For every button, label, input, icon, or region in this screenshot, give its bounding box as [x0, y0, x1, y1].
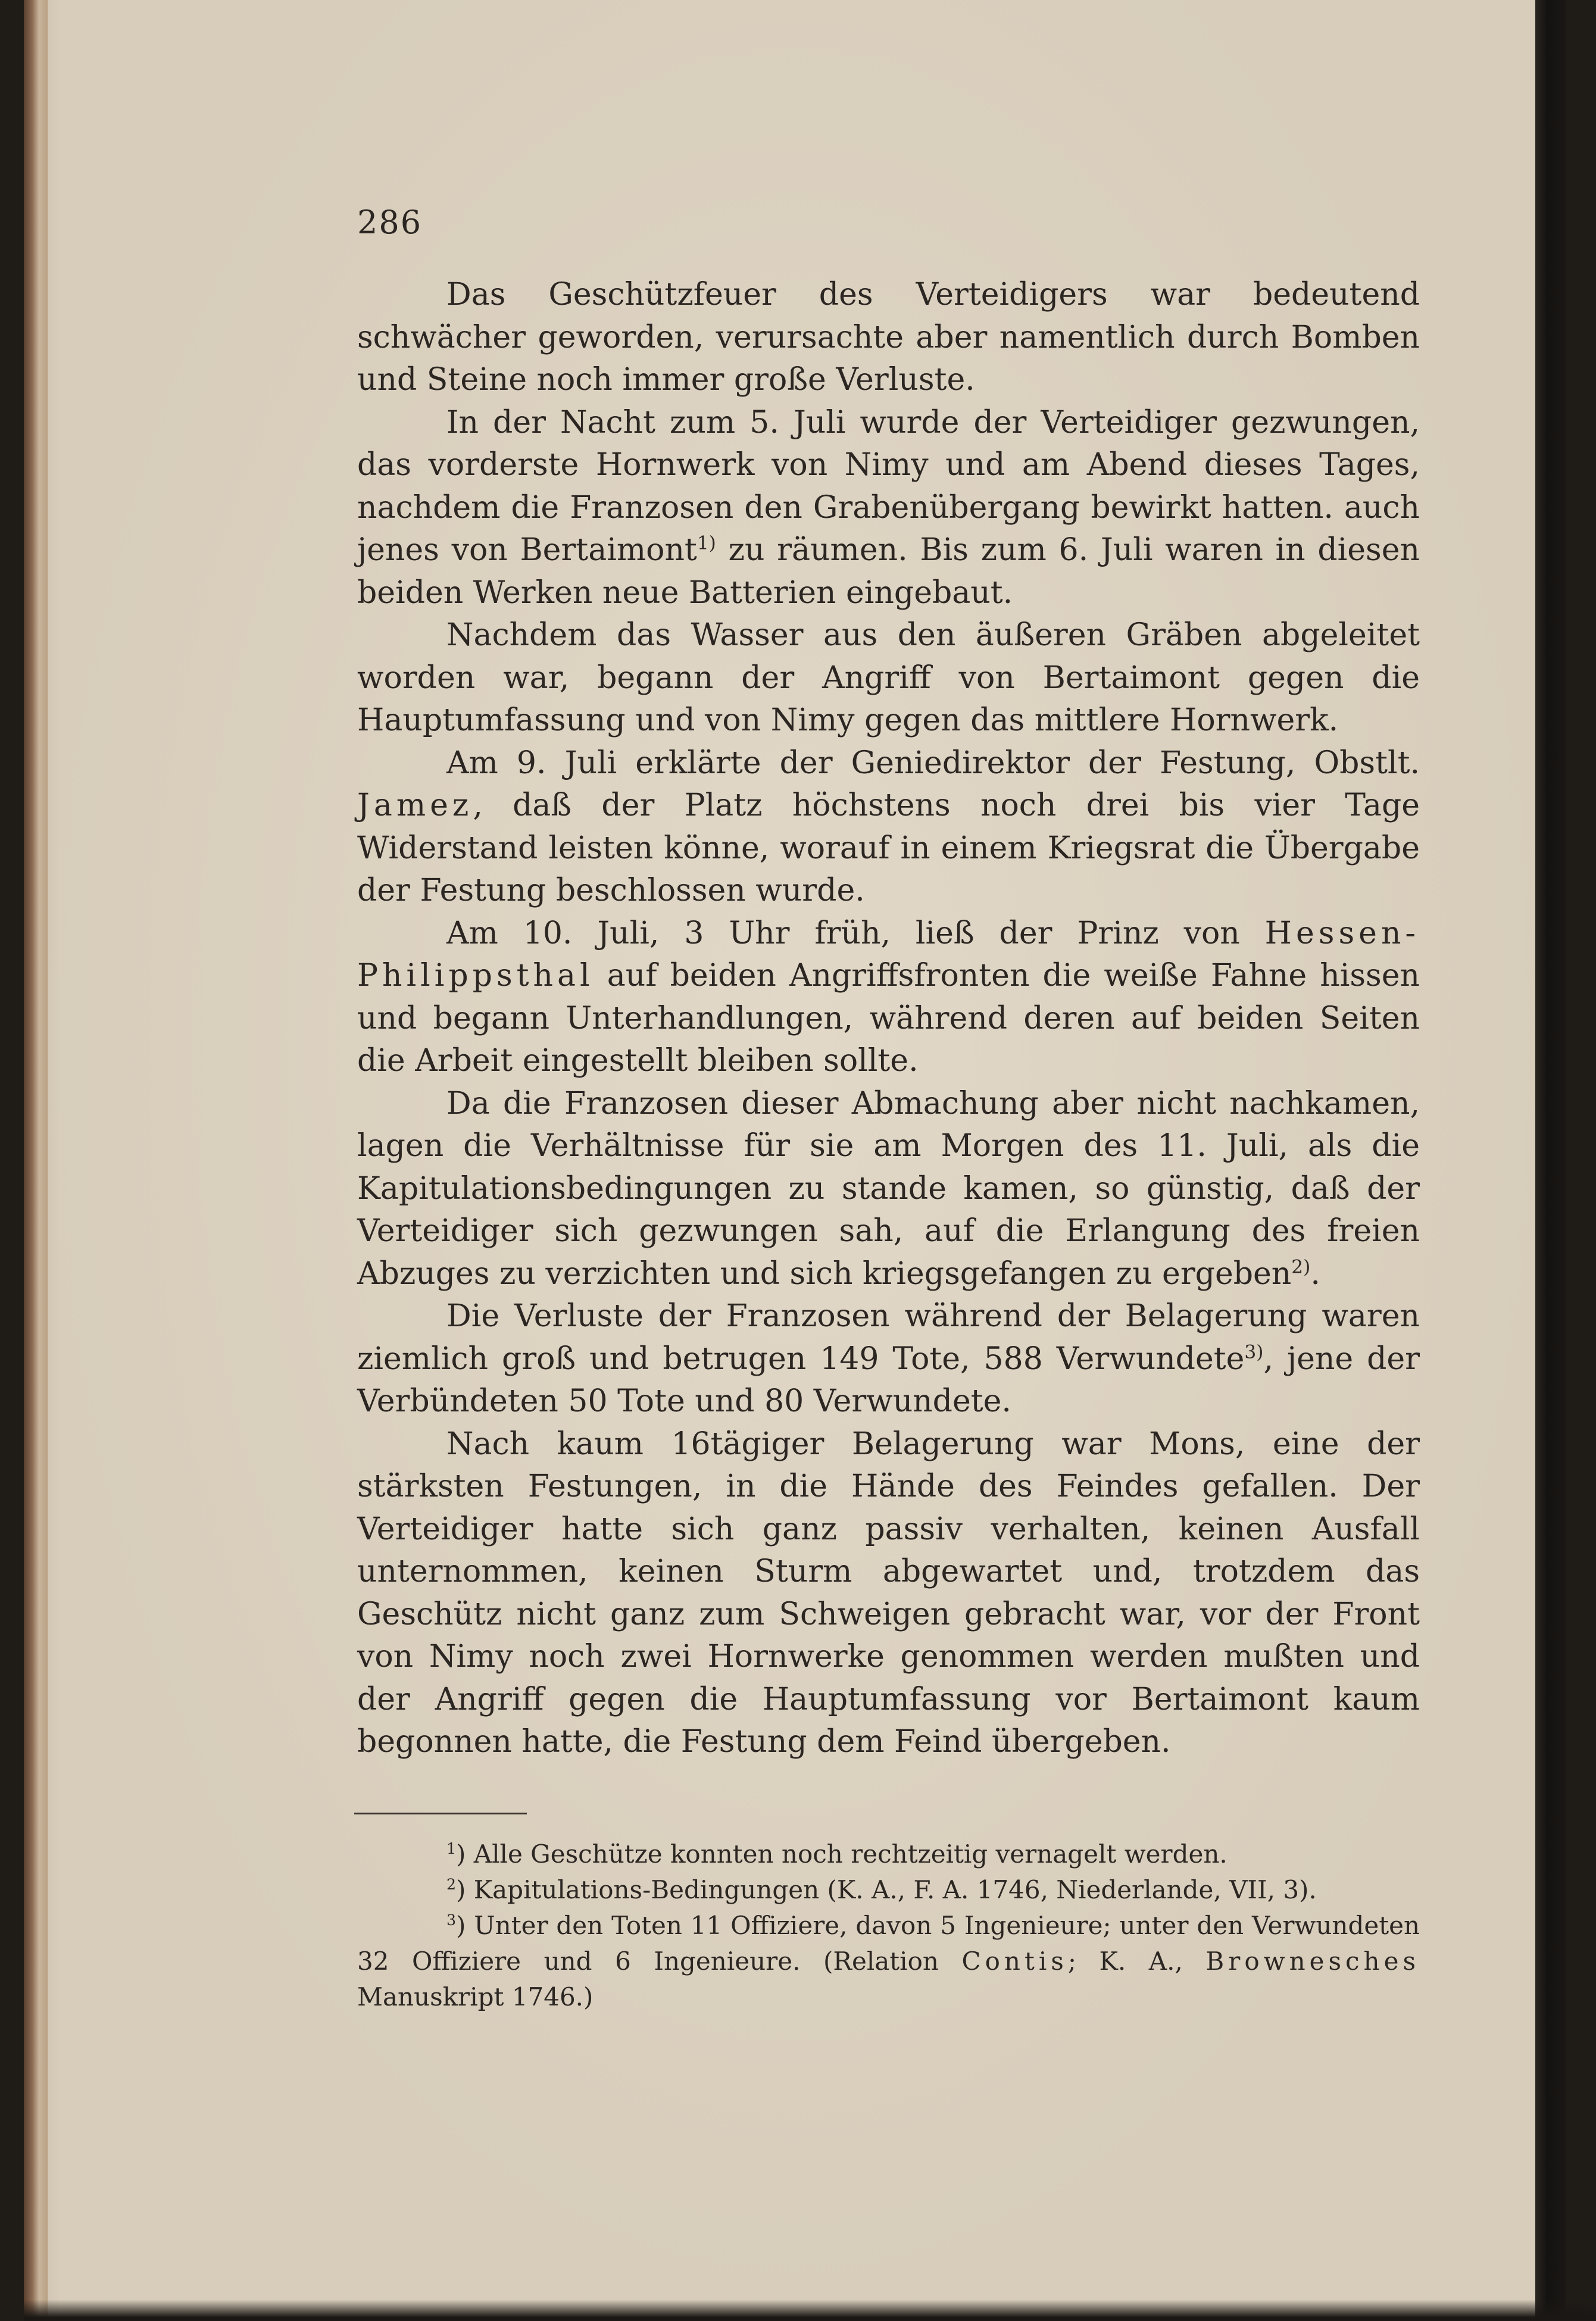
- source-name-brownesches: Brownesches: [1205, 1947, 1420, 1976]
- footnote-ref-2: 2): [1291, 1256, 1311, 1278]
- page-number: 286: [357, 204, 423, 241]
- footnote-mark-3: 3: [446, 1911, 457, 1929]
- footnote-2: [357, 1872, 1420, 1908]
- paragraph-2: [357, 402, 1420, 615]
- footnote-ref-3: 3): [1244, 1341, 1264, 1363]
- footnote-2-text: ) Kapitulations-Bedingungen (K. A., F. A. 1746, Niederlande, VII, 3).: [456, 1875, 1317, 1904]
- paragraph-5-text-cont: auf beiden Angriffsfronten die weiße Fahne hissen und begann Unterhandlungen, während deren auf beiden Seiten die Arbeit eingestellt bleiben sollte.: [357, 958, 1420, 1079]
- footnote-3-text-mid: ; K. A.,: [1067, 1947, 1206, 1976]
- paragraph-6: [357, 1083, 1420, 1296]
- footnote-mark-2: 2: [446, 1876, 457, 1893]
- footnote-1: [357, 1836, 1420, 1872]
- paragraph-2-text-cont: zu räumen. Bis zum 6. Juli waren in diesen beiden Werken neue Batterien eingebaut.: [357, 532, 1420, 611]
- person-name-hessen: Hessen-Philippsthal: [357, 915, 1420, 994]
- footnote-mark-1: 1: [446, 1840, 457, 1857]
- paragraph-5-text: Am 10. Juli, 3 Uhr früh, ließ der Prinz von: [446, 915, 1265, 951]
- footnote-3-text: ) Unter den Toten 11 Offiziere, davon 5 Ingenieure; unter den Verwundeten 32 Offiziere und 6 Ingenieure. (Relation: [357, 1911, 1420, 1976]
- paragraph-6-text-cont: .: [1310, 1255, 1320, 1292]
- source-name-contis: Contis: [961, 1947, 1068, 1976]
- footnote-1-text: ) Alle Geschütze konnten noch rechtzeitig vernagelt werden.: [456, 1839, 1228, 1869]
- paragraph-4-text: Am 9. Juli erklärte der Geniedirektor der Festung, Obstlt.: [446, 745, 1420, 781]
- paragraph-7-text: Die Verluste der Franzosen während der Belagerung waren ziemlich groß und betrugen 149 Tote, 588 Verwundete: [357, 1298, 1420, 1377]
- footnote-3-text-end: Manuskript 1746.): [357, 1982, 594, 2011]
- page-bottom-shadow: [24, 2300, 1596, 2321]
- footnote-3: [357, 1908, 1420, 2015]
- paragraph-4-text-cont: , daß der Platz höchstens noch drei bis vier Tage Widerstand leisten könne, worauf in einem Kriegsrat die Übergabe der Festung beschlossen wurde.: [357, 788, 1420, 908]
- page-right-shadow: [1535, 0, 1566, 2321]
- paragraph-3: Nachdem das Wasser aus den äußeren Gräben abgeleitet worden war, begann der Angriff von Bertaimont gegen die Hauptumfassung und von Nimy gegen das mittlere Hornwerk.: [357, 617, 1420, 738]
- paragraph-2-text: In der Nacht zum 5. Juli wurde der Verteidiger gezwungen, das vorderste Hornwerk von Nimy und am Abend dieses Tages, nachdem die Franzosen den Grabenübergang bewirkt hatten. auch jenes von Bertaimont: [357, 404, 1420, 568]
- page-binding-edge: [24, 0, 48, 2321]
- footnote-ref-1: 1): [697, 532, 716, 554]
- paragraph-6-text: Da die Franzosen dieser Abmachung aber nicht nachkamen, lagen die Verhältnisse für sie am Morgen des 11. Juli, als die Kapitulationsbedingungen zu stande kamen, so günstig, daß der Verteidiger sich gezwungen sah, auf die Erlangung des freien Abzuges zu verzichten und sich kriegsgefangen zu ergeben: [357, 1085, 1420, 1292]
- paragraph-7: [357, 1295, 1420, 1423]
- paragraph-4: [357, 742, 1420, 913]
- paragraph-8: Nach kaum 16tägiger Belagerung war Mons, eine der stärksten Festungen, in die Hände des Feindes gefallen. Der Verteidiger hatte sich ganz passiv verhalten, keinen Ausfall unternommen, keinen Sturm abgewartet und, trotzdem das Geschütz nicht ganz zum Schweigen gebracht war, vor der Front von Nimy noch zwei Hornwerke genommen werden mußten und der Angriff gegen die Hauptumfassung vor Bertaimont kaum begonnen hatte, die Festung dem Feind übergeben.: [357, 1426, 1420, 1760]
- footnote-divider: [354, 1813, 527, 1814]
- paragraph-5: [357, 913, 1420, 1083]
- paragraph-1: Das Geschützfeuer des Verteidigers war bedeutend schwächer geworden, verursachte aber namentlich durch Bomben und Steine noch immer große Verluste.: [357, 277, 1420, 398]
- paragraph-7-text-cont: , jene der Verbündeten 50 Tote und 80 Verwundete.: [357, 1341, 1420, 1419]
- book-page: [24, 0, 1566, 2321]
- footnotes: [357, 1836, 1420, 2015]
- person-name-jamez: Jamez: [357, 788, 473, 823]
- main-text: [357, 274, 1420, 1764]
